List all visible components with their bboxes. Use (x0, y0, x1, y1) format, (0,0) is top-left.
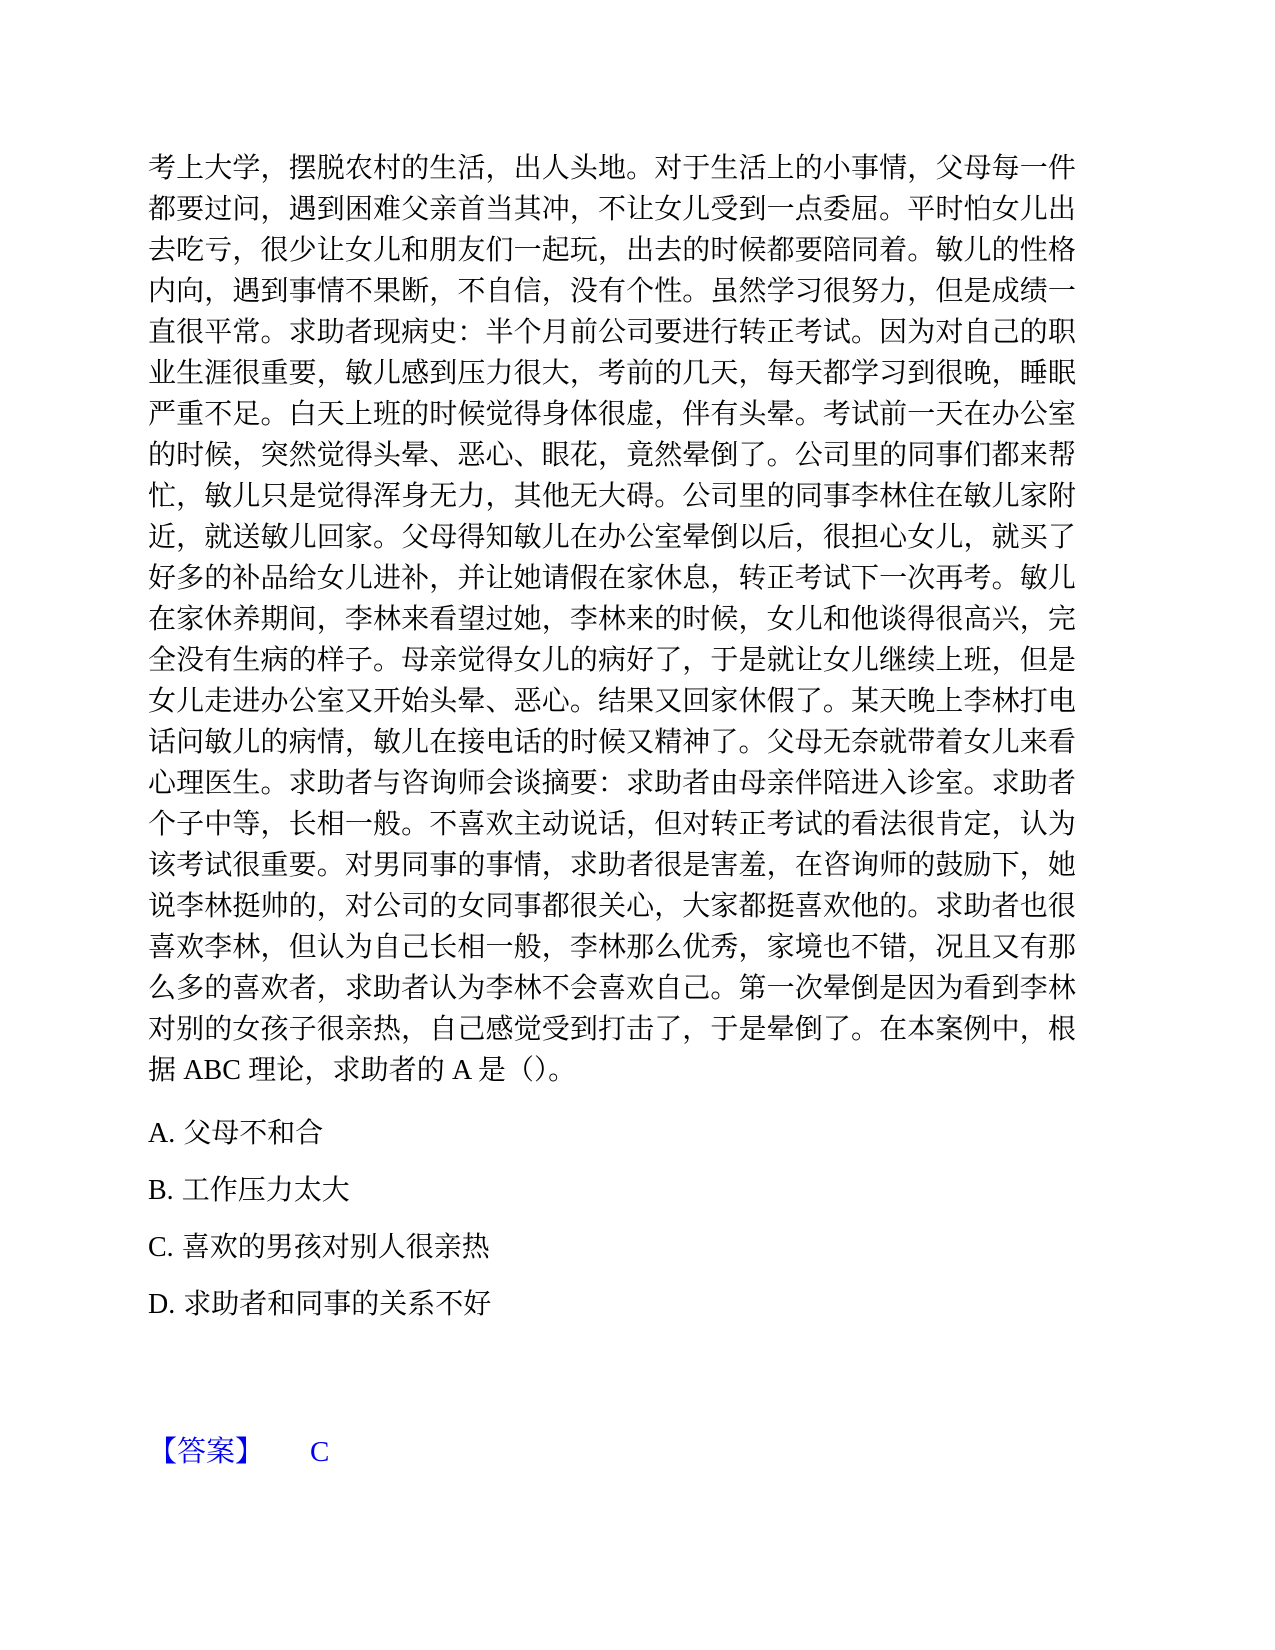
option-b-text: 工作压力太大 (181, 1175, 350, 1206)
option-d-text: 求助者和同事的关系不好 (183, 1289, 492, 1320)
option-c (148, 1234, 1076, 1262)
option-b (148, 1177, 1076, 1205)
option-d (148, 1291, 1076, 1319)
answer-value: C (310, 1436, 330, 1468)
question-text: 考上大学，摆脱农村的生活，出人头地。对于生活上的小事情，父母每一件都要过问，遇到困难父亲首当其冲，不让女儿受到一点委屈。平时怕女儿出去吃亏，很少让女儿和朋友们一起玩，出去的时候都要陪同着。敏儿的性格内向，遇到事情不果断，不自信，没有个性。虽然学习很努力，但是成绩一直很平常。求助者现病史：半个月前公司要进行转正考试。因为对自己的职业生涯很重要，敏儿感到压力很大，考前的几天，每天都学习到很晚，睡眠严重不足。白天上班的时候觉得身体很虚，伴有头晕。考试前一天在办公室的时候，突然觉得头晕、恶心、眼花，竟然晕倒了。公司里的同事们都来帮忙，敏儿只是觉得浑身无力，其他无大碍。公司里的同事李林住在敏儿家附近，就送敏儿回家。父母得知敏儿在办公室晕倒以后，很担心女儿，就买了好多的补品给女儿进补，并让她请假在家休息，转正考试下一次再考。敏儿在家休养期间，李林来看望过她，李林来的时候，女儿和他谈得很高兴，完全没有生病的样子。母亲觉得女儿的病好了，于是就让女儿继续上班，但是女儿走进办公室又开始头晕、恶心。结果又回家休假了。某天晚上李林打电话问敏儿的病情，敏儿在接电话的时候又精神了。父母无奈就带着女儿来看心理医生。求助者与咨询师会谈摘要：求助者由母亲伴陪进入诊室。求助者个子中等，长相一般。不喜欢主动说话，但对转正考试的看法很肯定，认为该考试很重要。对男同事的事情，求助者很是害羞，在咨询师的鼓励下，她说李林挺帅的，对公司的女同事都很关心，大家都挺喜欢他的。求助者也很喜欢李林，但认为自己长相一般，李林那么优秀，家境也不错，况且又有那么多的喜欢者，求助者认为李林不会喜欢自己。第一次晕倒是因为看到李林对别的女孩子很亲热，自己感觉受到打击了，于是晕倒了。在本案例中，根据 ABC 理论，求助者的 A 是（）。 (148, 153, 1076, 1086)
option-a (148, 1120, 1076, 1148)
answer-label: 【答案】 (148, 1436, 265, 1468)
option-d-label: D. (148, 1289, 176, 1320)
option-a-label: A. (148, 1118, 176, 1149)
answer-row (148, 1436, 329, 1468)
question-block (148, 148, 1076, 1468)
option-b-label: B. (148, 1175, 174, 1206)
options-list (148, 1120, 1076, 1348)
option-a-text: 父母不和合 (183, 1118, 324, 1149)
option-c-text: 喜欢的男孩对别人很亲热 (181, 1232, 490, 1263)
option-c-label: C. (148, 1232, 174, 1263)
